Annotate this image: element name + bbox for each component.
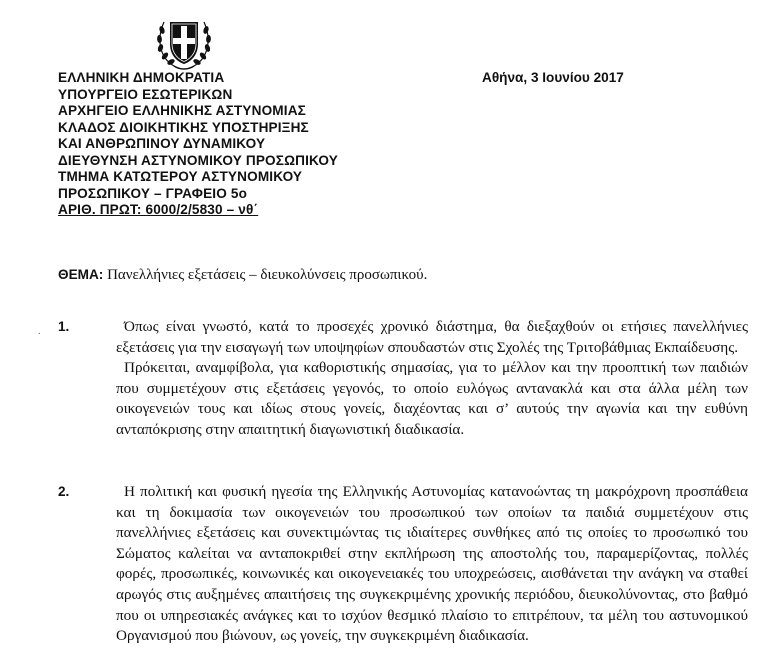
document-date: Αθήνα, 3 Ιουνίου 2017 xyxy=(482,70,624,85)
subject-label: ΘΕΜΑ: xyxy=(58,267,104,282)
paragraph-text: Όπως είναι γνωστό, κατά το προσεχές χρονικό διάστημα, θα διεξαχθούν οι ετήσιες πανελλήνιες εξετάσεις για την εισαγωγή των υποψηφίων σπουδαστών στις Σχολές της Τριτοβάθμιας Εκπαίδευσης. xyxy=(116,318,748,356)
paragraph-text: Πρόκειται, αναμφίβολα, για καθοριστικής σημασίας, για το μέλλον και την προοπτική των παιδιών που συμμετέχουν στις εξετάσεις γεγονός, το οποίο ευλόγως αντανακλά και στα άλλα μέλη των οικογενειών τους και ιδίως στους γονείς, διαχέοντας και σ’ αυτούς την αγωνία και την ευθύνη ανταπόκρισης στην απαιτητική διαγωνιστική διαδικασία. xyxy=(116,359,748,438)
subject-line xyxy=(58,266,427,284)
header-line-republic: ΕΛΛΗΝΙΚΗ ΔΗΜΟΚΡΑΤΙΑ xyxy=(58,70,225,85)
subject-text: Πανελλήνιες εξετάσεις – διευκολύνσεις προσωπικού. xyxy=(107,267,428,283)
paragraph-number: 1. xyxy=(58,319,70,334)
issuing-authority-header xyxy=(58,70,338,219)
margin-mark: . xyxy=(38,326,41,337)
greek-coat-of-arms-icon xyxy=(152,8,216,72)
protocol-number: ΑΡΙΘ. ΠΡΩΤ: 6000/2/5830 – νθ΄ xyxy=(58,202,259,217)
paragraph-number: 2. xyxy=(58,484,70,499)
header-line-branch: ΚΛΑΔΟΣ ΔΙΟΙΚΗΤΙΚΗΣ ΥΠΟΣΤΗΡΙΞΗΣ xyxy=(58,119,309,135)
header-line-headquarters: ΑΡΧΗΓΕΙΟ ΕΛΛΗΝΙΚΗΣ ΑΣΤΥΝΟΜΙΑΣ xyxy=(58,103,306,118)
paragraph-1 xyxy=(58,317,748,441)
header-line-office: ΠΡΟΣΩΠΙΚΟΥ – ΓΡΑΦΕΙΟ 5ο xyxy=(58,185,248,201)
header-line-branch-cont: ΚΑΙ ΑΝΘΡΩΠΙΝΟΥ ΔΥΝΑΜΙΚΟΥ xyxy=(58,136,266,151)
header-line-department: ΤΜΗΜΑ ΚΑΤΩΤΕΡΟΥ ΑΣΤΥΝΟΜΙΚΟΥ xyxy=(58,169,303,184)
header-line-ministry: ΥΠΟΥΡΓΕΙΟ ΕΣΩΤΕΡΙΚΩΝ xyxy=(58,86,233,102)
paragraph-text: Η πολιτική και φυσική ηγεσία της Ελληνικής Αστυνομίας κατανοώντας τη μακρόχρονη προσπάθεια και τη δοκιμασία των οικογενειών του προσωπικού των οποίων τα παιδιά συμμετέχουν στις πανελλήνιες εξετάσεις και συνεκτιμώντας τις ιδιαίτερες συνθήκες από τις οποίες το προσωπικό του Σώματος καλείται να ανταποκριθεί στην εκπλήρωση της αποστολής του, παραμερίζοντας, πολλές φορές, προσωπικές, κοινωνικές και οικογενειακές του υποχρεώσεις, αισθάνεται την ανάγκη να σταθεί αρωγός στις αυξημένες απαιτήσεις της συγκεκριμένης χρονικής περιόδου, διευκολύνοντας, στο βαθμό που οι υπηρεσιακές ανάγκες και το ισχύον θεσμικό πλαίσιο το επιτρέπουν, τα μέλη του αστυνομικού Οργανισμού που βιώνουν, ως γονείς, την συγκεκριμένη διαδικασία. xyxy=(116,483,748,645)
header-line-directorate: ΔΙΕΥΘΥΝΣΗ ΑΣΤΥΝΟΜΙΚΟΥ ΠΡΟΣΩΠΙΚΟΥ xyxy=(58,152,338,168)
paragraph-2 xyxy=(58,482,748,647)
